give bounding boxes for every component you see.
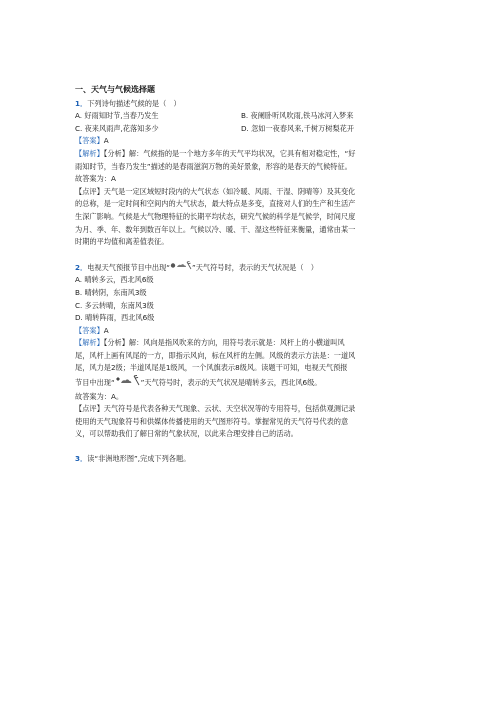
comment-line: 义，可以帮助我们了解日常的气象状况，以此来合理安排自己的活动。: [75, 429, 298, 439]
question-stem: 读“非洲地形图”,完成下列各题。: [87, 454, 191, 464]
weather-symbol-icon: [170, 261, 192, 275]
question-number: 2．: [75, 262, 88, 272]
weather-symbol-icon: [115, 375, 141, 391]
option-a: A. 晴转多云，西北风6级: [75, 275, 154, 285]
option-c: C. 夜来风雨声,花落知多少: [75, 123, 159, 133]
question-number: 3．: [75, 454, 88, 464]
question-3: [75, 453, 427, 466]
question-2: [75, 261, 427, 441]
answer-line: [75, 135, 427, 148]
analysis-line: 故答案为：A。: [75, 391, 124, 401]
comment-line: 的总称，是一定时间和空间内的大气状态，最大特点是多变，直接对人们的生产和生活产: [75, 199, 356, 209]
analysis-sym-end: ”天气符号时，表示的天气状况是晴转多云，西北风6级。: [140, 377, 322, 387]
analysis-line: 尾，风力是2级；半道风尾是1级风，一个风旗表示8级风。读题干可知，电视天气预报: [75, 363, 348, 373]
analysis-line: 雨知时节，当春乃发生”描述的是春雨滋润万物的美好景象，形容的是春天的气候特征。: [75, 161, 352, 171]
answer-value: A: [103, 325, 109, 335]
answer-tag: 【答案】: [75, 325, 104, 335]
question-stem: 下列诗句描述气候的是（ ）: [87, 98, 181, 108]
question-1: [75, 98, 427, 249]
analysis-line: 尾，风杆上画有风尾的一方，即指示风向，标在风杆的左侧。风级的表示方法是：一道风: [75, 350, 356, 360]
comment-line: 时期的平均值和离差值表征。: [75, 237, 169, 247]
analysis-line: [75, 337, 427, 350]
option-d: D. 晴转阵雨，西北风6级: [75, 313, 155, 323]
question-number: 1．: [75, 98, 88, 108]
analysis-line: 故答案为：A: [75, 174, 116, 184]
option-a: A. 好雨知时节,当春乃发生: [75, 111, 159, 121]
comment-line: 生深广影响。气候是大气物理特征的长期平均状态，研究气候的科学是气候学，时间尺度: [75, 211, 356, 221]
answer-line: [75, 325, 427, 338]
options: [75, 110, 427, 135]
comment-line: 【点评】天气符号是代表各种天气现象、云状、天空状况等的专用符号，包括供观测记录: [75, 404, 356, 414]
option-b: B. 晴转阴，东南风3级: [75, 287, 147, 297]
analysis-sym-start: 节目中出现“: [75, 377, 115, 387]
question-stem-end: ”天气符号时，表示的天气状况是（ ）: [192, 262, 318, 272]
section-title: 一、天气与气候选择题: [75, 85, 155, 94]
analysis-line: [75, 148, 427, 161]
analysis-text: 【分析】解：风向是指风吹来的方向，用符号表示就是：风杆上的小横道叫风: [103, 338, 345, 348]
analysis-tag: 【解析】: [75, 148, 104, 158]
option-c: C. 多云转晴，东南风3级: [75, 300, 154, 310]
comment-line: 为月、季、年、数年到数百年以上。气候以冷、暖、干、湿这些特征来衡量，通常由某一: [75, 224, 356, 234]
question-stem-start: 电视天气预报节目中出现“: [87, 262, 170, 272]
analysis-line: [75, 375, 427, 391]
answer-tag: 【答案】: [75, 136, 104, 146]
option-b: B. 夜阑卧听风吹雨,铁马冰河入梦来: [241, 111, 354, 121]
comment-line: 使用的天气现象符号和供媒体传播使用的天气图形符号。掌握常见的天气符号代表的意: [75, 416, 349, 426]
option-d: D. 忽如一夜春风来,千树万树梨花开: [241, 123, 355, 133]
comment-line: 【点评】天气是一定区域短时段内的大气状态（如冷暖、风雨、干湿、阴晴等）及其变化: [75, 186, 356, 196]
answer-value: A: [103, 136, 109, 146]
analysis-text: 【分析】解：气候指的是一个地方多年的天气平均状况，它具有相对稳定性，“好: [103, 148, 356, 158]
document-page: [75, 84, 427, 466]
analysis-tag: 【解析】: [75, 338, 104, 348]
